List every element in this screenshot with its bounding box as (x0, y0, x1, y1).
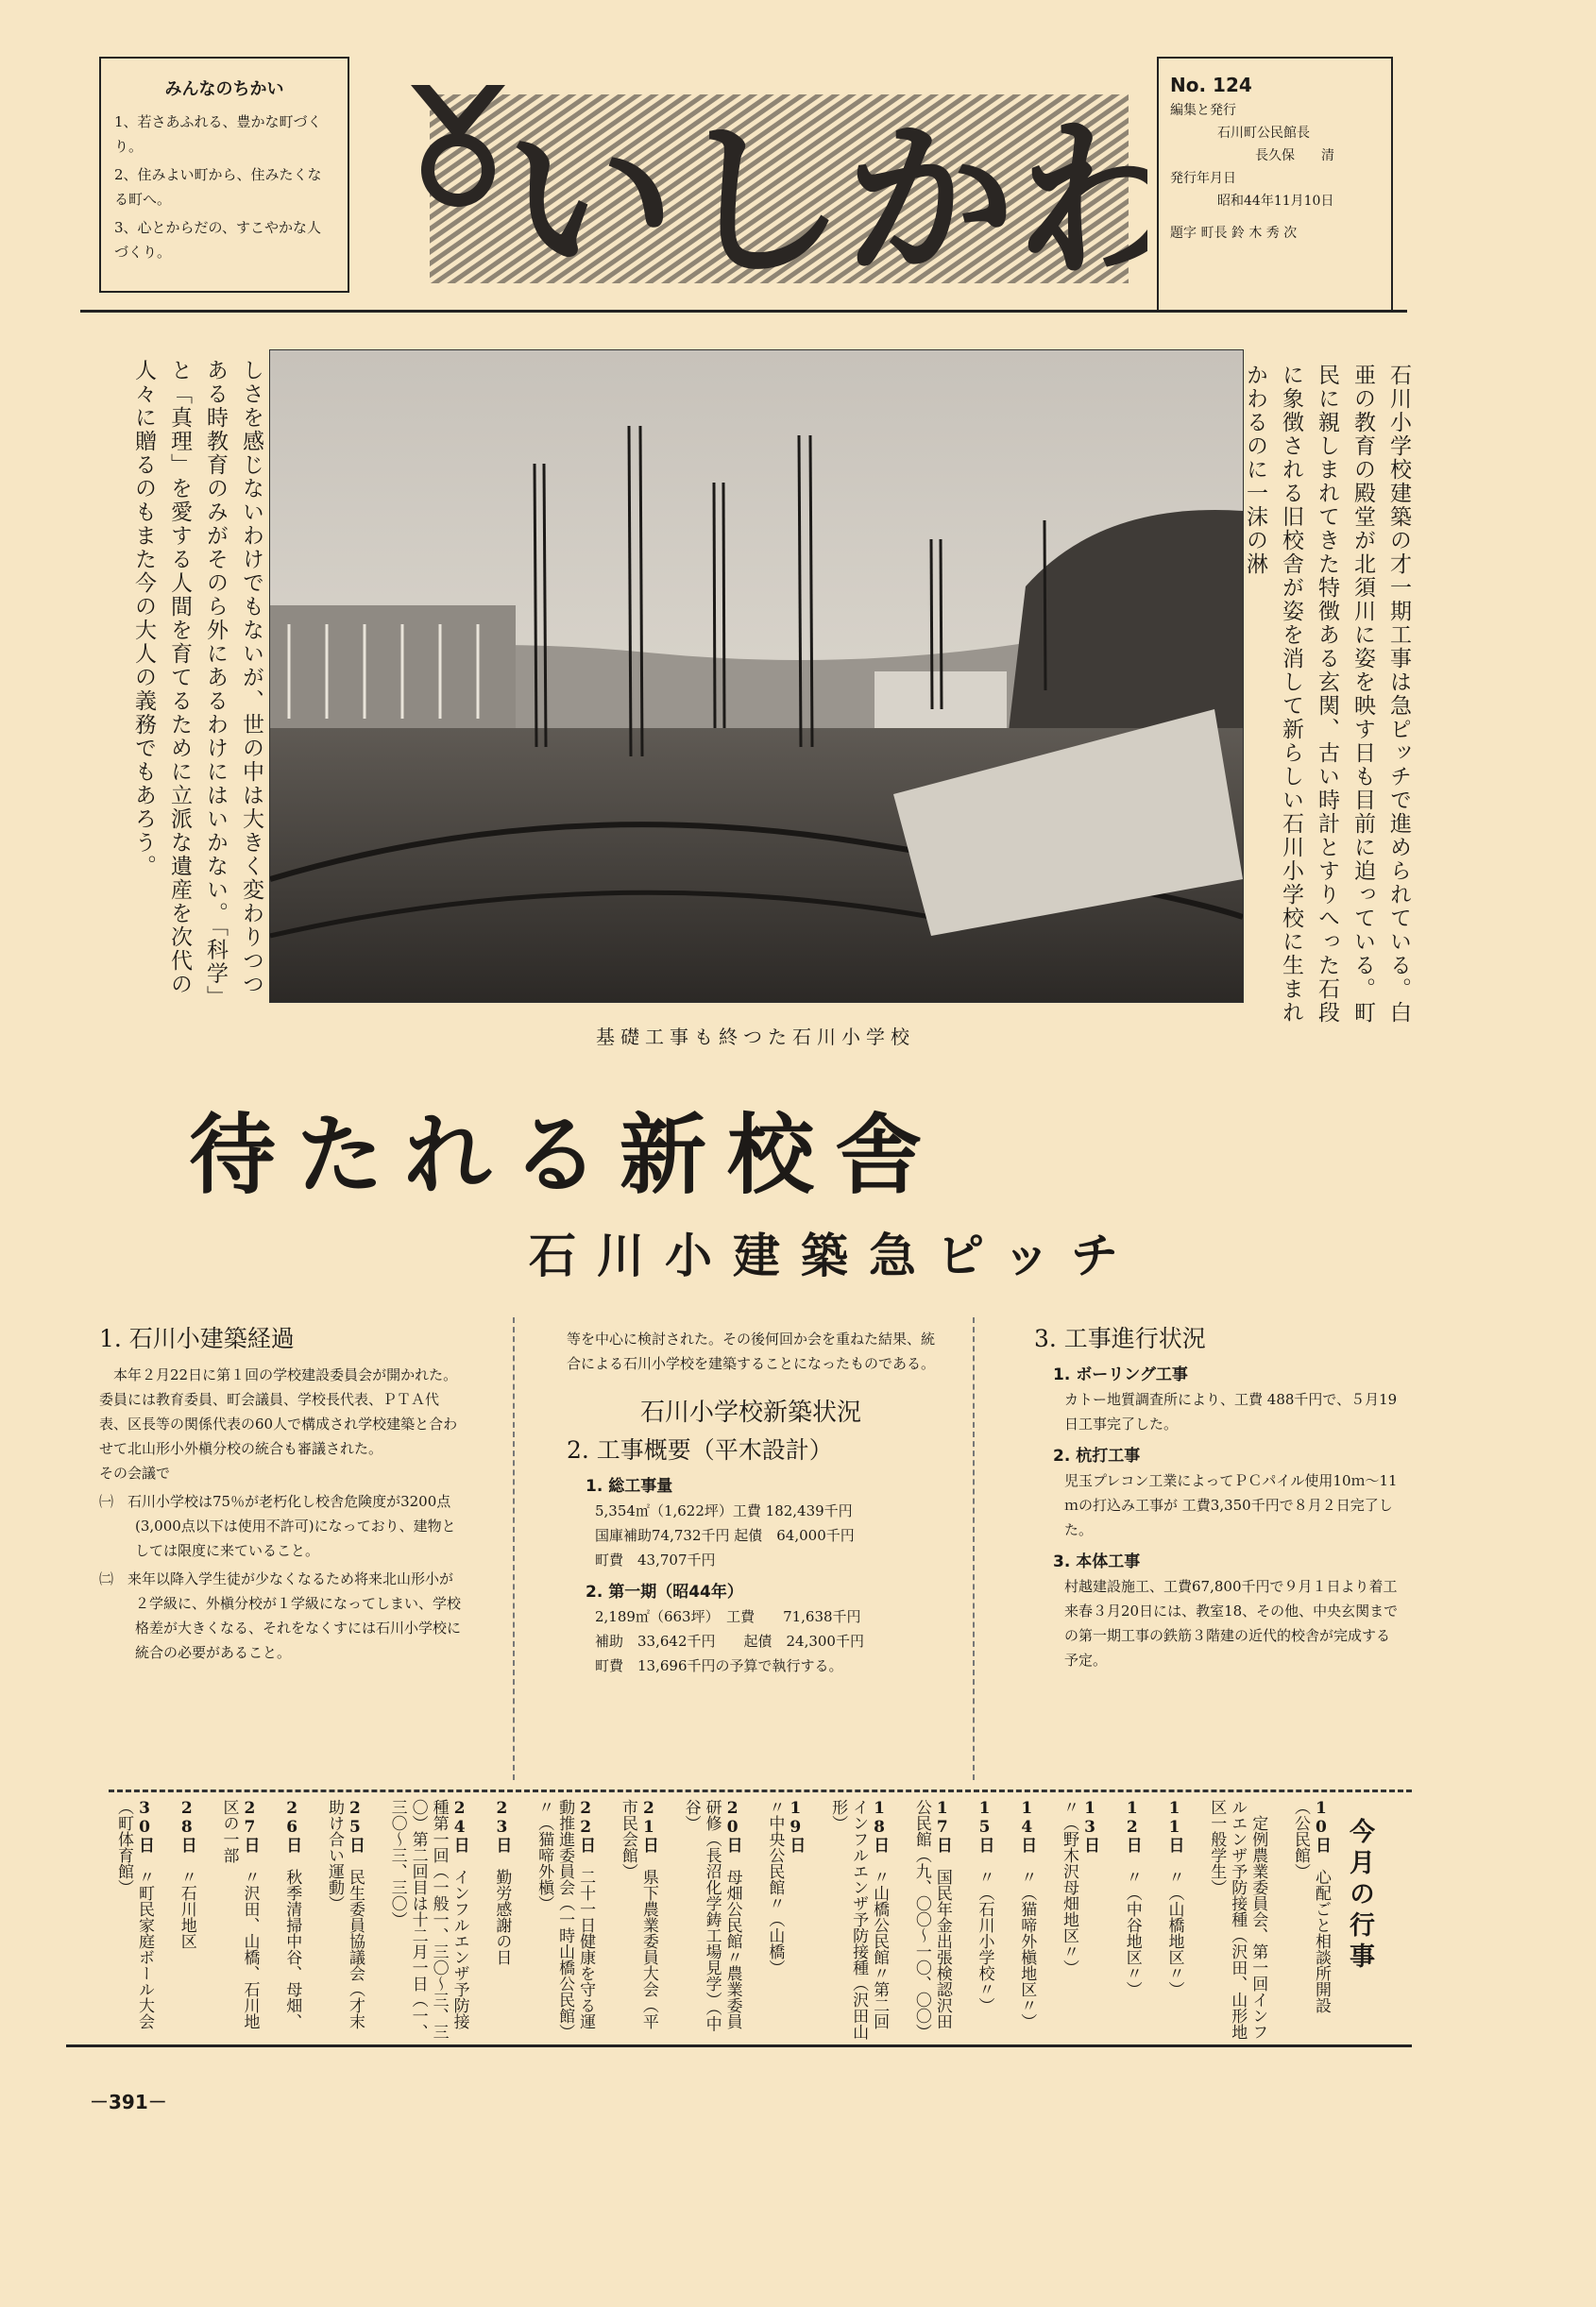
masthead-title: いしかわ (505, 103, 1147, 300)
event-date: 15日 (975, 1799, 994, 1853)
event-date: 21日 (638, 1799, 658, 1853)
event-item (1122, 1799, 1143, 2040)
header-rule (80, 310, 1407, 313)
section2-heading: 2. 工事概要（平木設計） (567, 1436, 833, 1464)
event-date: 13日 (1080, 1799, 1100, 1853)
column-divider (973, 1317, 976, 1780)
event-text: 民生委員協議会（才末助け合い運動） (324, 1799, 365, 2029)
intro-text: 石川小学校建築の才一期工事は急ピッチで進められている。白亜の教育の殿堂が北須川に姿を映す日も目前に迫っている。町民に親しまれてきた特徴ある玄関、古い時計とすりへった石段に象徴される旧校舎が姿を消して新らしい石川小学校に生まれかわるのに一沫の淋 (1243, 364, 1411, 1025)
event-text: 母畑公民館〃農業委員研修（長沼化学鋳工場見学）（中谷） (681, 1799, 742, 2032)
event-date: 22日 (576, 1799, 596, 1853)
issue-number: 124 (1213, 74, 1252, 96)
section2-line: 補助 33,642千円 起債 24,300千円 (595, 1633, 864, 1650)
event-text: 〃山橋公民館〃第二回インフルエンザ予防接種（沢田山形） (828, 1799, 890, 2040)
event-text: 〃（山橋地区〃） (1164, 1869, 1184, 1997)
section1-heading: 1. 石川小建築経過 (99, 1325, 295, 1352)
section1-continuation: 等を中心に検討された。その後何回か会を重ねた結果、統合による石川小学校を建築することになったものである。 (567, 1331, 936, 1372)
event-item (1163, 1799, 1184, 2040)
event-date: 28日 (177, 1799, 196, 1853)
event-date: 24日 (450, 1799, 469, 1853)
event-text: 〃（野木沢母畑地区〃） (1060, 1799, 1079, 1976)
event-item (911, 1799, 953, 2040)
event-date: 27日 (240, 1799, 260, 1853)
event-text: 国民年金出張検認沢田公民館（九、〇〇～一〇、〇〇） (911, 1799, 952, 2040)
event-date: 11日 (1164, 1799, 1184, 1853)
construction-photo-image (270, 350, 1243, 1002)
event-text: 秋季清掃中谷、母畑、 (282, 1869, 302, 2029)
event-item (324, 1799, 365, 2040)
issue-info-box (1157, 57, 1393, 312)
section1-lead: その会議で (99, 1465, 171, 1482)
publisher-label: 編集と発行 (1170, 103, 1236, 118)
event-text: 〃沢田、山橋、石川地区の一部 (219, 1799, 260, 2029)
event-item (827, 1799, 890, 2040)
event-item (1290, 1799, 1332, 2040)
event-text: 定例農業委員会、第一回インフルエンザ予防接種（沢田、山形地区一般学生） (1207, 1799, 1268, 2040)
section2-line: 町費 13,696千円の予算で執行する。 (595, 1657, 843, 1674)
event-text: 勤労感謝の日 (492, 1869, 512, 1965)
event-item (387, 1799, 470, 2040)
event-item (281, 1799, 302, 2040)
event-text: インフルエンザ予防接種第一回（一般一、三〇～三、三〇）第二回目は十二月一日（一、三〇～三、三〇） (387, 1799, 469, 2040)
section2-line: 町費 43,707千円 (595, 1552, 716, 1569)
section3-text3: 村越建設施工、工費67,800千円で９月１日より着工来春３月20日には、教室18、その他、中央玄関までの第一期工事の鉄筋３階建の近代的校舎が完成する予定。 (1064, 1578, 1399, 1669)
section3-sub2: 2. 杭打工事 (1053, 1447, 1141, 1466)
event-item (218, 1799, 260, 2040)
event-text: 〃中央公民館〃（山橋） (765, 1799, 785, 1976)
event-text: 〃町民家庭ボール大会（町体育館） (114, 1799, 154, 2029)
section1-body: 本年２月22日に第１回の学校建設委員会が開かれた。委員には教育委員、町会議員、学校長代表、ＰＴＡ代表、区長等の関係代表の60人で構成され学校建築と合わせて北山形小外槇分校の統合も審議された。 (99, 1366, 458, 1457)
section2-line: 2,189㎡（663坪） 工費 71,638千円 (595, 1608, 861, 1625)
event-item (681, 1799, 743, 2040)
photo-caption: 基礎工事も終つた石川小学校 (596, 1026, 915, 1048)
issue-date: 昭和44年11月10日 (1217, 194, 1334, 209)
section3-column (1025, 1327, 1402, 1672)
publisher-name: 長久保 清 (1255, 148, 1334, 163)
section1-column (99, 1327, 463, 1669)
page-number: －391－ (90, 2091, 167, 2113)
issue-number-row (1170, 74, 1380, 96)
pledge-item: 3、心とからだの、すこやかな人づくり。 (114, 219, 321, 261)
section1-item: ㈠ 石川小学校は75％が老朽化し校舎危険度が3200点(3,000点以下は使用不許可)になっており、建物としては限度に来ていること。 (99, 1493, 456, 1559)
events-list (113, 1799, 1332, 2040)
issue-number-label: No. (1170, 74, 1207, 96)
section2-sub1: 1. 総工事量 (586, 1477, 673, 1496)
section1-item: ㈡ 来年以降入学生徒が少なくなるため将来北山形小が２学級に、外槇分校が１学級になってしまい、学校格差が大きくなる、それをなくすには石川小学校に統合の必要があること。 (99, 1570, 462, 1661)
construction-photo (269, 349, 1244, 1003)
event-date: 25日 (345, 1799, 365, 1853)
event-item (764, 1799, 806, 2040)
event-date: 26日 (282, 1799, 302, 1853)
event-text: 〃（中谷地区〃） (1122, 1869, 1142, 1997)
pledge-title: みんなのちかい (164, 79, 284, 99)
pledge-item: 2、住みよい町から、住みたくなる町へ。 (114, 166, 322, 208)
masthead-logo-graphic (392, 57, 1147, 302)
section2-line: 5,354㎡（1,622坪）工費 182,439千円 (595, 1502, 853, 1519)
event-item (177, 1799, 197, 2040)
section2-box-title: 石川小学校新築状況 (639, 1399, 861, 1427)
column-divider (513, 1317, 517, 1780)
event-text: 二十一日健康を守る運動推進委員会（一時山橋公民館）〃（猫啼外槇） (535, 1799, 596, 2040)
event-date: 12日 (1122, 1799, 1142, 1853)
event-date: 23日 (492, 1799, 512, 1853)
event-item (618, 1799, 659, 2040)
event-date: 19日 (786, 1799, 806, 1853)
section3-heading: 3. 工事進行状況 (1034, 1325, 1206, 1352)
event-date: 20日 (722, 1799, 742, 1853)
events-divider (109, 1790, 1412, 1792)
event-item (1016, 1799, 1037, 2040)
event-item (534, 1799, 596, 2040)
publisher-org: 石川町公民館長 (1217, 126, 1310, 141)
pledge-box (99, 57, 349, 293)
pledge-item: 1、若さあふれる、豊かな町づくり。 (114, 113, 322, 155)
event-item (491, 1799, 512, 2040)
event-item (113, 1799, 155, 2040)
event-date: 14日 (1017, 1799, 1037, 1853)
event-text: 〃（石川小学校〃） (975, 1869, 994, 2013)
masthead-logo (392, 57, 1147, 302)
date-label: 発行年月日 (1170, 171, 1236, 186)
event-text: 〃石川地区 (177, 1869, 196, 1949)
subheadline: 石川小建築急ピッチ (529, 1228, 1139, 1283)
section3-sub3: 3. 本体工事 (1053, 1552, 1141, 1571)
section2-sub2: 2. 第一期（昭44年） (586, 1583, 743, 1602)
section2-column (567, 1327, 935, 1678)
event-date: 17日 (932, 1799, 952, 1853)
event-date: 18日 (870, 1799, 890, 1853)
section3-sub1: 1. ボーリング工事 (1053, 1366, 1188, 1384)
footer-rule (66, 2044, 1412, 2047)
event-date: 10日 (1311, 1799, 1331, 1853)
section3-text2: 児玉プレコン工業によってＰＣパイル使用10ｍ～11ｍの打込み工事が 工費3,350千円で８月２日完了した。 (1064, 1472, 1398, 1538)
events-title: 今月の行事 (1345, 1818, 1374, 1974)
event-item (1059, 1799, 1100, 2040)
event-item (1206, 1799, 1268, 2040)
event-date: 30日 (135, 1799, 154, 1853)
section2-line: 国庫補助74,732千円 起債 64,000千円 (595, 1527, 855, 1544)
section3-text1: カトー地質調査所により、工費 488千円で、５月19日工事完了した。 (1064, 1391, 1398, 1433)
calligraphy-credit: 題字 町長 鈴 木 秀 次 (1170, 226, 1298, 241)
headline: 待たれる新校舎 (189, 1104, 943, 1206)
event-text: 県下農業委員大会（平市民会館） (618, 1799, 658, 2029)
closing-text: しさを感じないわけでもないが、世の中は大きく変わりつつある時教育のみがそのら外にあるわけにはいかない。「科学」と「真理」を愛する人間を育てるために立派な遺産を次代の人々に贈るのもまた今の大人の義務でもあろう。 (131, 359, 263, 998)
event-item (975, 1799, 995, 2040)
event-text: 〃（猫啼外槇地区〃） (1017, 1869, 1037, 2029)
event-text: 心配ごと相談所開設（公民館） (1290, 1799, 1331, 2013)
